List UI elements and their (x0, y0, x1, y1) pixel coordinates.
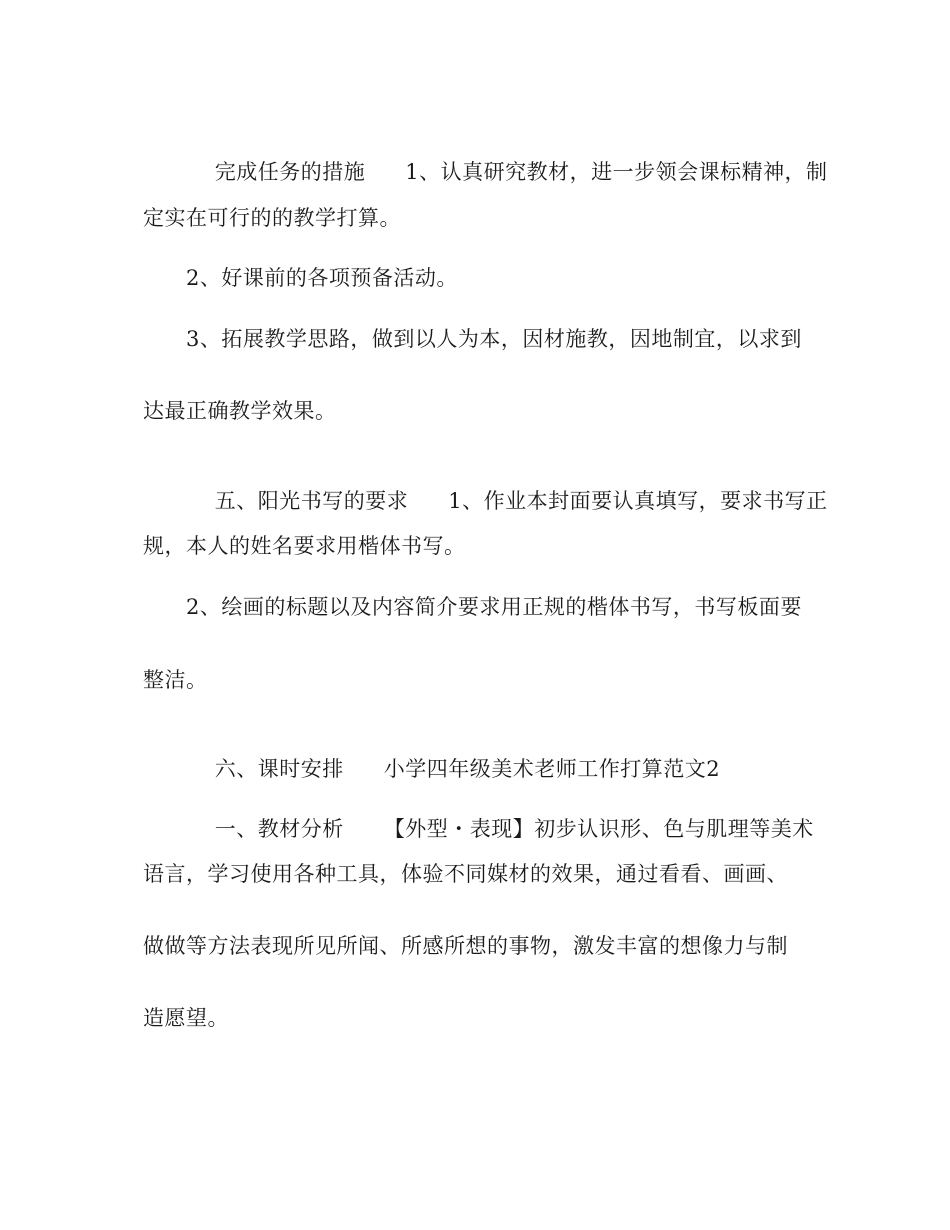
paragraph-line: 造愿望。 (143, 1006, 229, 1030)
section-heading: 一、教材分析 (214, 817, 344, 841)
section-heading: 六、课时安排 (214, 757, 344, 781)
paragraph-line: 3、拓展教学思路，做到以人为本，因材施教，因地制宜，以求到 (186, 327, 802, 351)
paragraph-line: 规，本人的姓名要求用楷体书写。 (143, 534, 466, 558)
paragraph-line: 整洁。 (143, 668, 208, 692)
section-heading: 完成任务的措施 (214, 160, 366, 184)
paragraph-text: 1、作业本封面要认真填写，要求书写正 (448, 489, 828, 513)
section-heading: 五、阳光书写的要求 (214, 489, 409, 513)
paragraph-line: 达最正确教学效果。 (143, 399, 337, 423)
paragraph-line: 2、好课前的各项预备活动。 (186, 266, 458, 290)
paragraph-line: 做做等方法表现所见所闻、所感所想的事物，激发丰富的想像力与制 (143, 934, 788, 958)
paragraph-text: 【外型・表现】初步认识形、色与肌理等美术 (383, 817, 814, 841)
paragraph-line: 2、绘画的标题以及内容简介要求用正规的楷体书写，书写板面要 (186, 595, 802, 619)
paragraph-line: 定实在可行的的教学打算。 (143, 206, 401, 230)
paragraph-line (186, 459, 828, 513)
paragraph-text: 小学四年级美术老师工作打算范文2 (383, 757, 721, 781)
paragraph-line (186, 130, 828, 184)
paragraph-text: 1、认真研究教材，进一步领会课标精神，制 (405, 160, 828, 184)
paragraph-line: 语言，学习使用各种工具，体验不同媒材的效果，通过看看、画画、 (143, 862, 788, 886)
paragraph-line (186, 787, 814, 841)
paragraph-line (186, 727, 721, 781)
